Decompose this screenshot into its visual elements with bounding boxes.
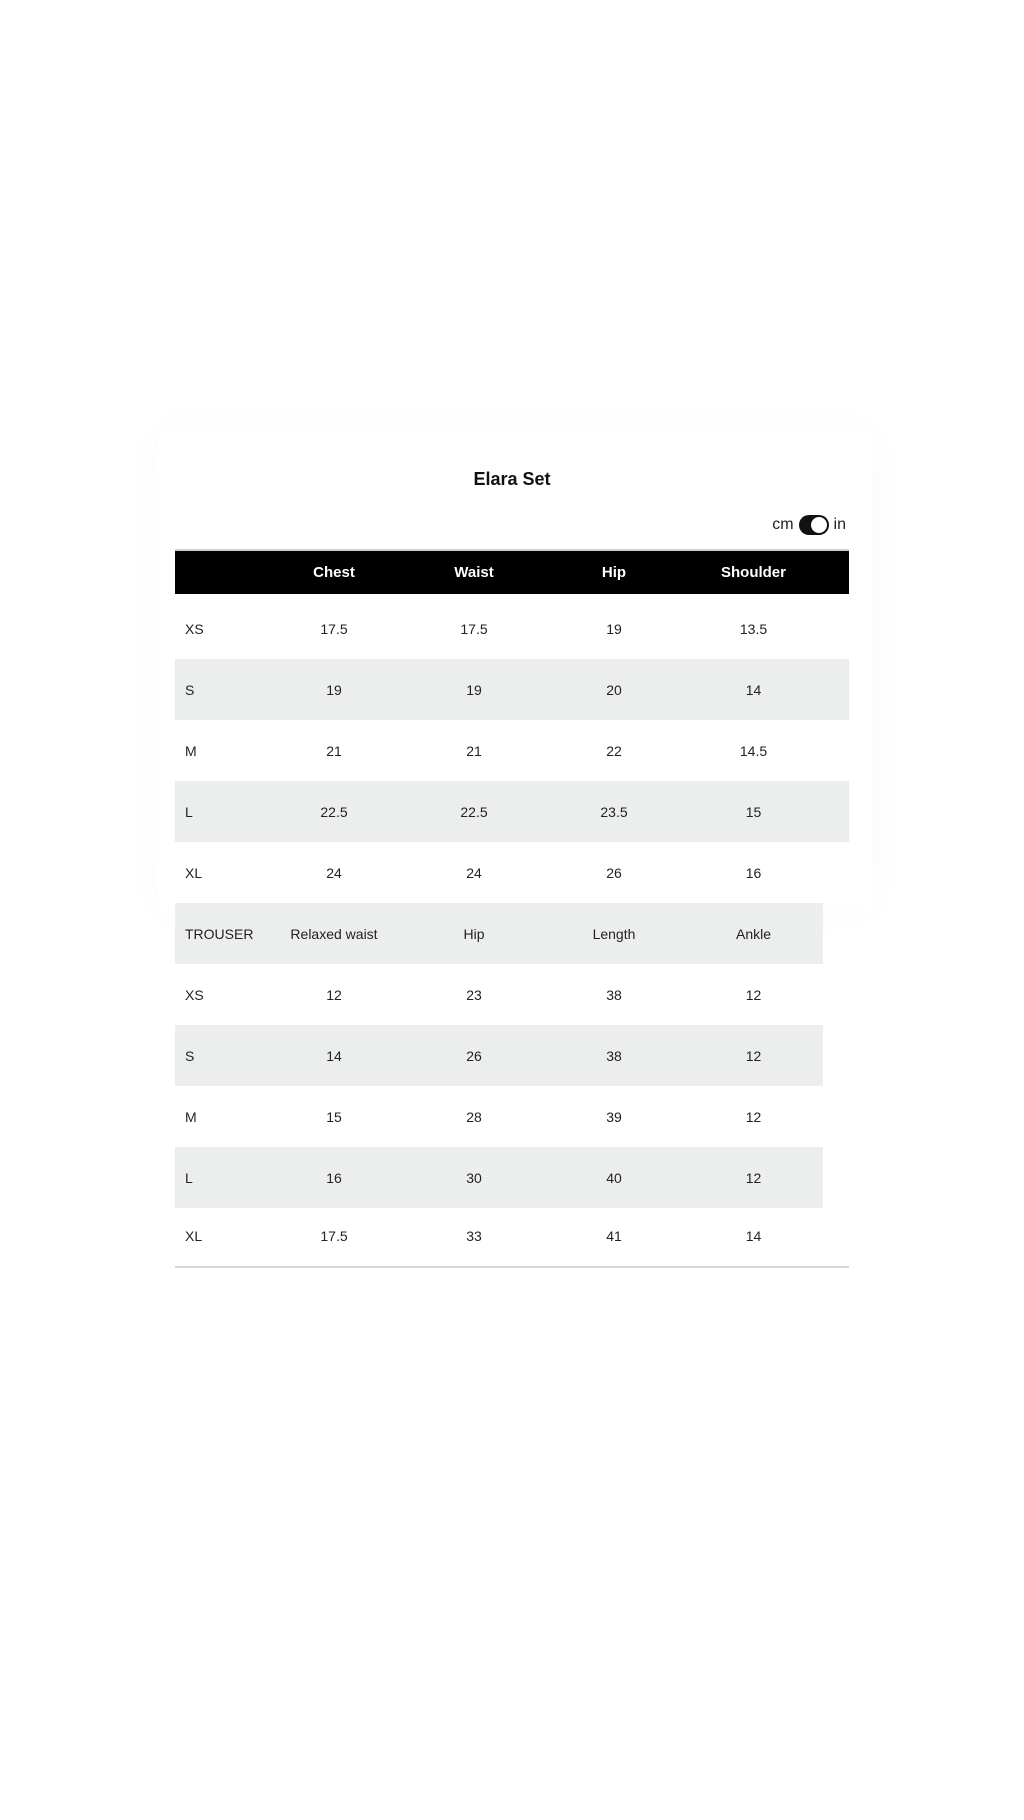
header-cell-shoulder: Shoulder	[720, 564, 786, 581]
ankle-cell: 14	[745, 1227, 762, 1244]
unit-switch[interactable]	[799, 515, 829, 535]
relaxed-waist-cell: 12	[326, 986, 342, 1003]
chest-cell: 17.5	[320, 620, 348, 637]
trouser-header-row	[175, 903, 823, 964]
size-cell: L	[185, 1169, 193, 1186]
hip-cell: 33	[466, 1227, 482, 1244]
shoulder-cell: 14.5	[739, 742, 768, 759]
size-cell: S	[185, 681, 195, 698]
relaxed-waist-cell: 16	[326, 1169, 342, 1186]
shoulder-cell: 13.5	[739, 620, 768, 637]
size-cell: XL	[185, 1227, 203, 1244]
ankle-cell: 12	[745, 986, 762, 1003]
hip-cell: 30	[466, 1169, 482, 1186]
length-cell: 39	[606, 1108, 622, 1125]
chest-cell: 22.5	[320, 803, 348, 820]
hip-cell: 19	[606, 620, 622, 637]
hip-cell: 23.5	[600, 803, 628, 820]
waist-cell: 22.5	[460, 803, 488, 820]
length-cell: 38	[606, 1047, 622, 1064]
header-cell-relaxed-waist: Relaxed waist	[290, 925, 378, 942]
header-cell-chest: Chest	[313, 564, 355, 581]
table-bottom-divider	[175, 1266, 849, 1268]
relaxed-waist-cell: 15	[326, 1108, 342, 1125]
chest-cell: 19	[326, 681, 342, 698]
header-cell-waist: Waist	[454, 564, 494, 581]
header-cell-ankle: Ankle	[735, 925, 772, 942]
trouser-label: TROUSER	[185, 925, 254, 942]
waist-cell: 21	[466, 742, 482, 759]
table-row	[175, 1147, 823, 1208]
hip-cell: 28	[466, 1108, 482, 1125]
chest-cell: 21	[326, 742, 342, 759]
hip-cell: 26	[606, 864, 622, 881]
waist-cell: 24	[466, 864, 482, 881]
table-row	[175, 1025, 823, 1086]
ankle-cell: 12	[745, 1169, 762, 1186]
unit-in-label: in	[833, 516, 846, 533]
table-row	[175, 964, 823, 1025]
shoulder-cell: 14	[745, 681, 762, 698]
size-cell: S	[185, 1047, 195, 1064]
hip-cell: 20	[606, 681, 622, 698]
hip-cell: 23	[466, 986, 482, 1003]
shoulder-cell: 16	[745, 864, 762, 881]
chest-cell: 24	[326, 864, 342, 881]
length-cell: 40	[606, 1169, 622, 1186]
relaxed-waist-cell: 17.5	[320, 1227, 348, 1244]
table-row	[175, 842, 849, 903]
unit-cm-label: cm	[772, 516, 794, 533]
shoulder-cell: 15	[745, 803, 762, 820]
switch-knob-icon	[811, 517, 827, 533]
ankle-cell: 12	[745, 1047, 762, 1064]
header-cell-length: Length	[592, 925, 636, 942]
table-row	[175, 781, 849, 842]
table-row	[175, 598, 849, 659]
hip-cell: 26	[466, 1047, 482, 1064]
size-cell: M	[185, 742, 197, 759]
page-title: Elara Set	[473, 469, 551, 489]
size-cell: XL	[185, 864, 203, 881]
size-cell: XS	[185, 620, 204, 637]
relaxed-waist-cell: 14	[326, 1047, 342, 1064]
table-row	[175, 1205, 823, 1266]
size-cell: M	[185, 1108, 197, 1125]
table-row	[175, 1086, 823, 1147]
table-header-row	[175, 551, 849, 594]
size-cell: XS	[185, 986, 204, 1003]
waist-cell: 17.5	[460, 620, 488, 637]
unit-toggle[interactable]	[772, 513, 846, 537]
size-cell: L	[185, 803, 193, 820]
waist-cell: 19	[466, 681, 482, 698]
header-cell-hip: Hip	[463, 925, 485, 942]
length-cell: 41	[606, 1227, 622, 1244]
length-cell: 38	[606, 986, 622, 1003]
table-row	[175, 659, 849, 720]
table-row	[175, 720, 849, 781]
header-cell-hip: Hip	[601, 564, 627, 581]
hip-cell: 22	[606, 742, 622, 759]
ankle-cell: 12	[745, 1108, 762, 1125]
